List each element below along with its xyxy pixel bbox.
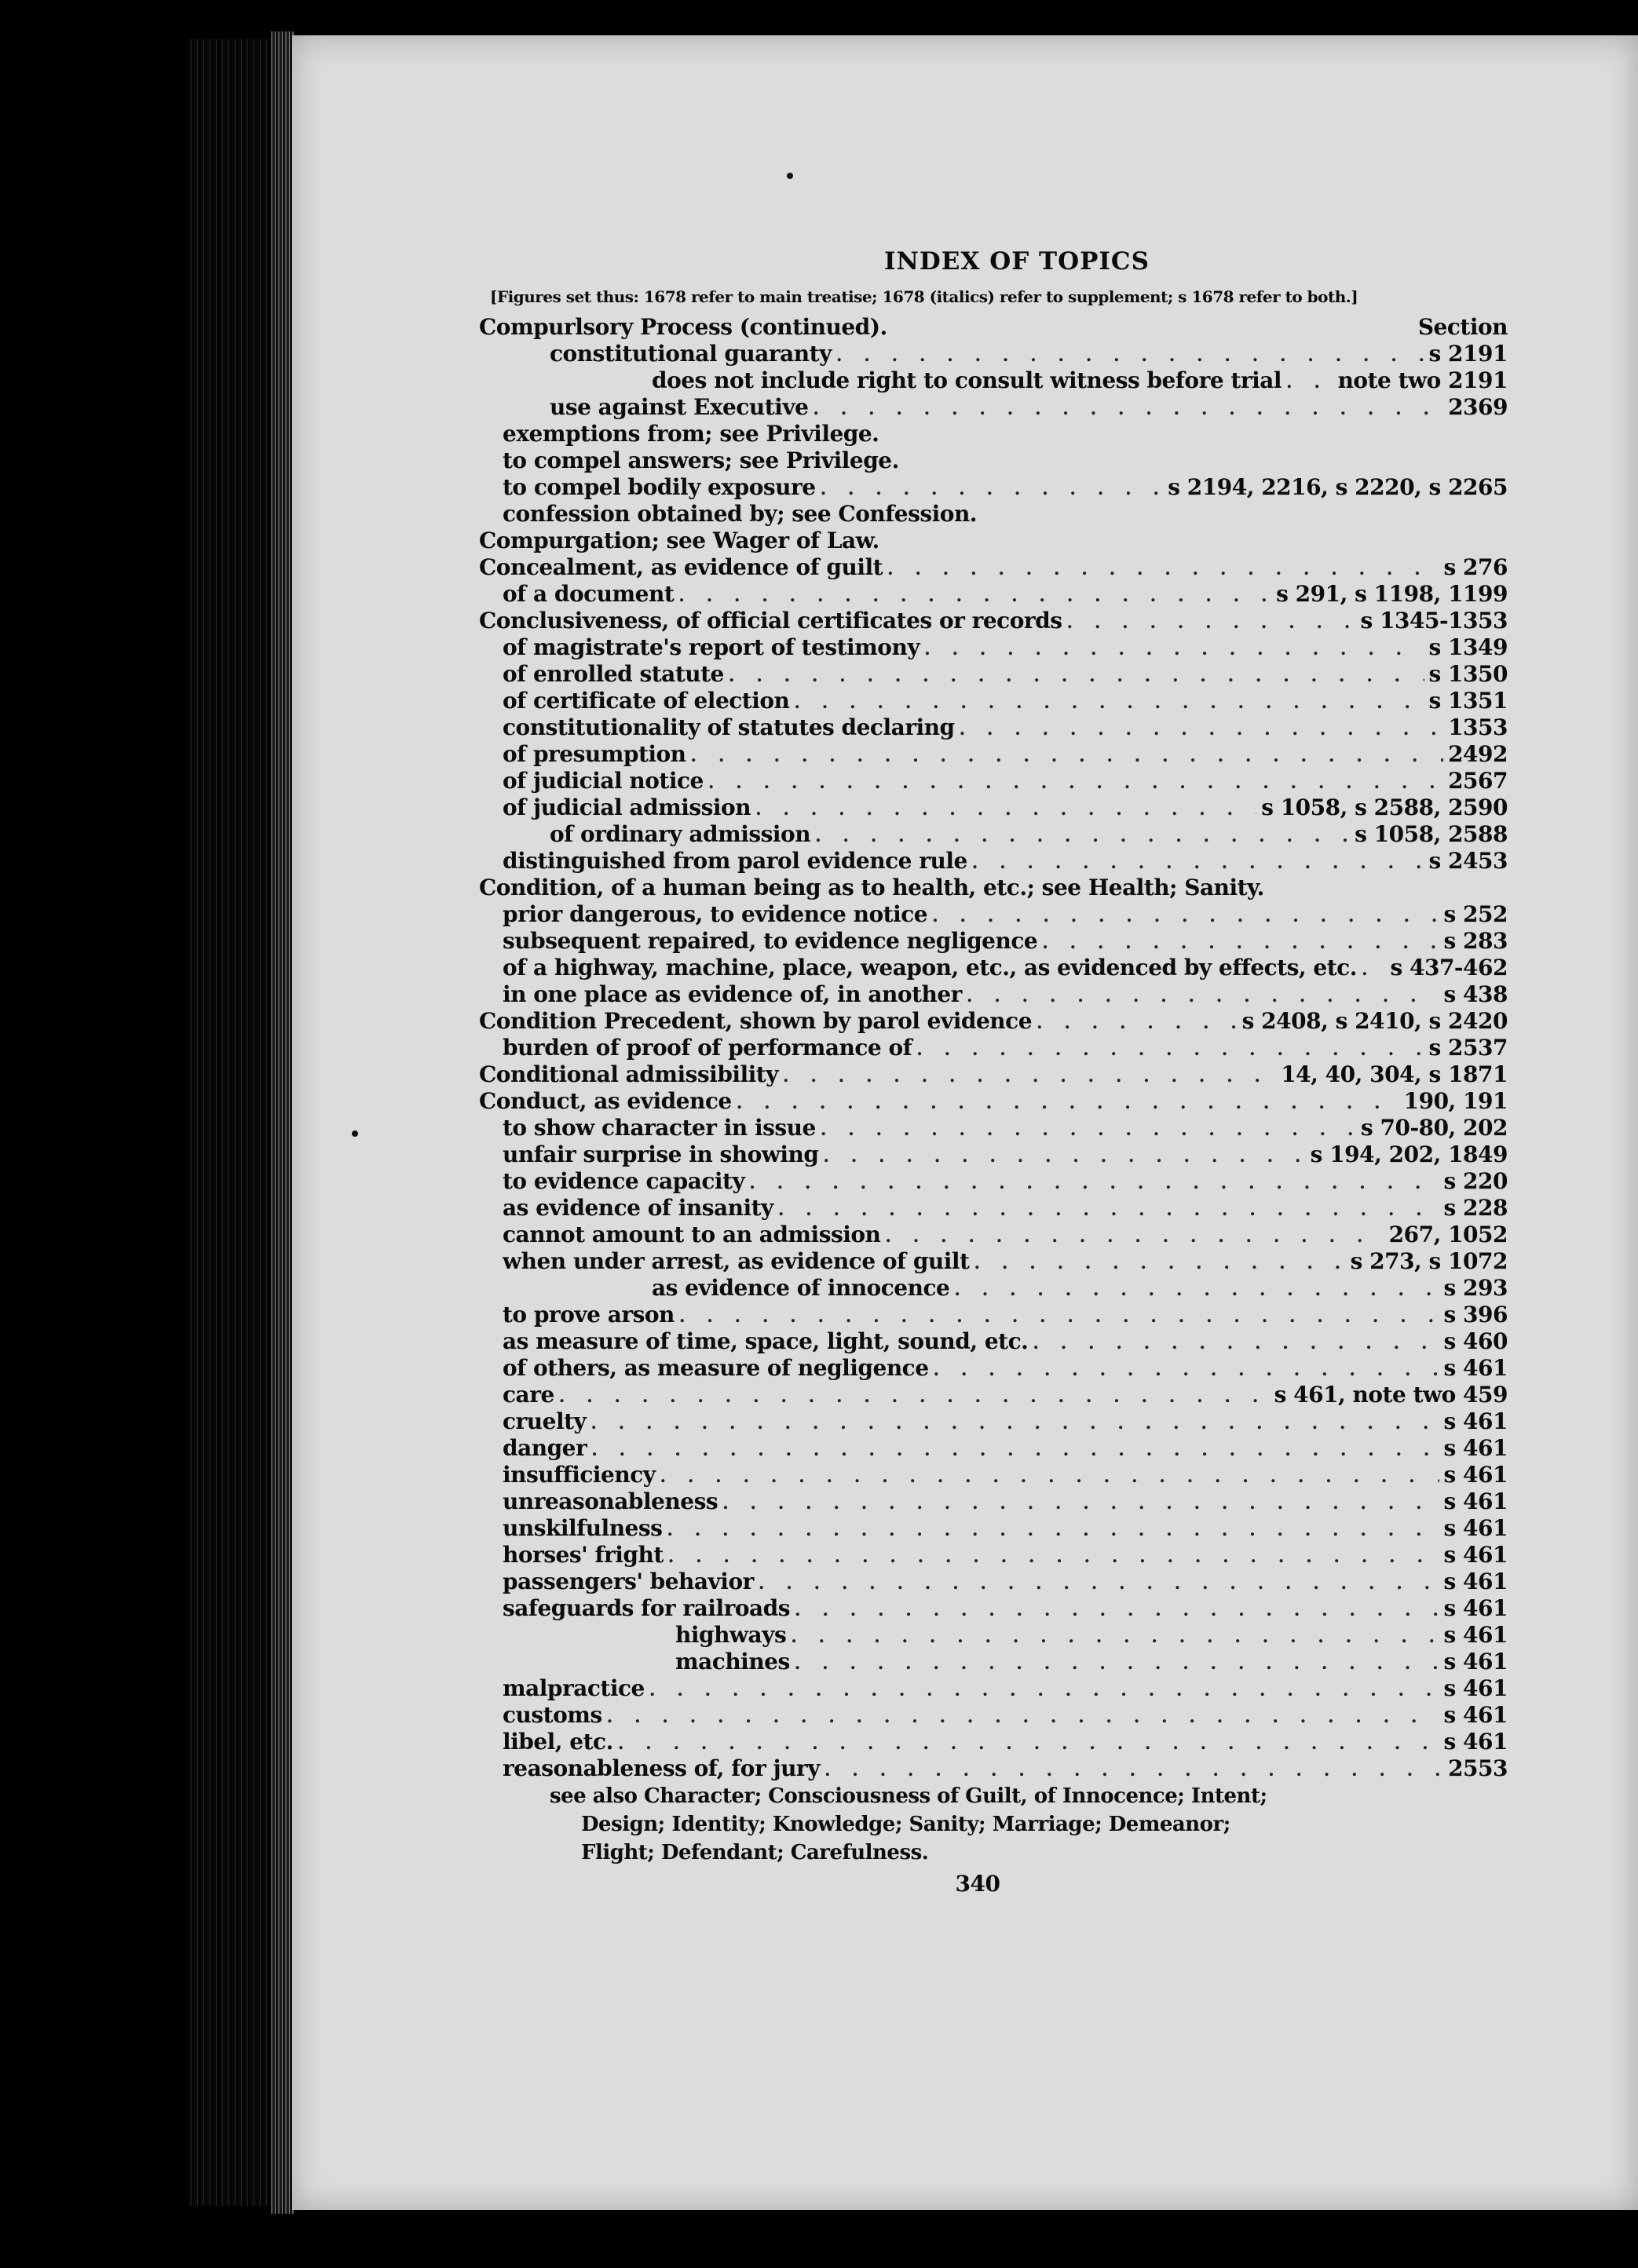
index-subentry — [479, 421, 1508, 447]
entry-section-reference: s 438 — [1443, 981, 1508, 1007]
entry-term: Condition, of a human being as to health, etc.; see Health; Sanity. — [479, 875, 1264, 900]
dot-leader — [678, 583, 1271, 609]
entry-term: highways — [675, 1622, 787, 1648]
dot-leader — [759, 1570, 1439, 1597]
index-subentry — [479, 688, 1508, 714]
index-subentry — [479, 1755, 1508, 1782]
entry-term: machines — [675, 1649, 790, 1675]
entry-section-reference: s 461 — [1443, 1569, 1508, 1594]
dot-leader — [749, 1170, 1439, 1196]
entry-term: Conclusiveness, of official certificates or records — [479, 608, 1062, 634]
index-subentry — [479, 821, 1508, 848]
dot-leader — [836, 342, 1424, 369]
entry-section-reference: 2369 — [1448, 394, 1508, 420]
page-number: 340 — [955, 1871, 1000, 1897]
entry-section-reference: s 461 — [1443, 1435, 1508, 1461]
entry-section-reference: s 1058, s 2588, 2590 — [1261, 794, 1508, 820]
index-subentry — [479, 581, 1508, 608]
dot-leader — [667, 1517, 1439, 1543]
dot-leader — [559, 1383, 1270, 1410]
entry-section-reference: 2492 — [1448, 741, 1508, 767]
entry-term: of presumption — [503, 741, 686, 767]
index-page-content — [479, 243, 1508, 1901]
entry-term: of others, as measure of negligence — [503, 1355, 929, 1381]
index-subentry — [479, 1328, 1508, 1355]
entry-section-reference: s 220 — [1443, 1168, 1508, 1194]
entry-term: as evidence of innocence — [652, 1275, 950, 1301]
entry-section-reference: s 461 — [1443, 1462, 1508, 1488]
dot-leader — [813, 396, 1443, 422]
entry-term: of a document — [503, 581, 675, 607]
entry-section-reference: s 461 — [1443, 1542, 1508, 1568]
index-subentry — [479, 901, 1508, 928]
entry-section-reference: s 70-80, 202 — [1360, 1115, 1508, 1141]
entry-term: when under arrest, as evidence of guilt — [503, 1248, 970, 1274]
dot-leader — [618, 1730, 1439, 1757]
entry-term: of certificate of election — [503, 688, 790, 714]
entry-section-reference: s 461 — [1443, 1515, 1508, 1541]
dot-leader — [1037, 1010, 1238, 1036]
dot-leader — [1042, 929, 1439, 956]
index-subentry — [479, 367, 1508, 394]
index-subentry — [479, 474, 1508, 501]
book-gutter-shadow — [188, 39, 271, 2206]
index-subentry — [479, 981, 1508, 1008]
dot-leader — [974, 1250, 1346, 1276]
page-edge-stack — [271, 31, 294, 2214]
dot-leader — [1033, 1330, 1439, 1357]
index-subentry — [479, 341, 1508, 367]
entry-term: safeguards for railroads — [503, 1595, 790, 1621]
ink-speck — [352, 1130, 358, 1137]
entry-section-reference: s 437-462 — [1390, 955, 1508, 981]
index-subentry — [479, 848, 1508, 875]
entry-term: Concealment, as evidence of guilt — [479, 554, 883, 580]
entry-term: care — [503, 1382, 554, 1408]
dot-leader — [885, 1223, 1384, 1250]
index-entries-list — [479, 314, 1508, 1782]
entry-term: constitutionality of statutes declaring — [503, 714, 955, 740]
dot-leader — [821, 476, 1164, 502]
index-subentry — [479, 394, 1508, 421]
entry-term: as evidence of insanity — [503, 1195, 773, 1221]
index-subentry — [479, 955, 1508, 981]
entry-term: of judicial notice — [503, 768, 704, 794]
entry-section-reference: note two 2191 — [1337, 367, 1508, 393]
entry-section-reference: s 291, s 1198, 1199 — [1276, 581, 1508, 607]
entry-term: prior dangerous, to evidence notice — [503, 901, 928, 927]
entry-section-reference: Section — [1417, 314, 1508, 340]
index-subentry — [479, 1382, 1508, 1408]
index-subentry — [479, 1462, 1508, 1488]
dot-leader — [795, 1650, 1439, 1677]
entry-section-reference: 2567 — [1448, 768, 1508, 794]
index-subentry — [479, 1248, 1508, 1275]
entry-term: Conditional admissibility — [479, 1061, 779, 1087]
index-subentry — [479, 768, 1508, 794]
index-subentry — [479, 501, 1508, 528]
page-title: INDEX OF TOPICS — [884, 247, 1150, 276]
dot-leader — [887, 556, 1439, 583]
entry-term: Conduct, as evidence — [479, 1088, 732, 1114]
index-subentry — [479, 1275, 1508, 1302]
dot-leader — [691, 743, 1444, 769]
dot-leader — [607, 1704, 1439, 1730]
index-subentry — [479, 1115, 1508, 1141]
entry-term: unreasonableness — [503, 1488, 718, 1514]
index-heading-entry — [479, 875, 1508, 901]
entry-term: malpractice — [503, 1675, 645, 1701]
entry-term: confession obtained by; see Confession. — [503, 501, 978, 527]
entry-term: of a highway, machine, place, weapon, etc., as evidenced by effects, etc. — [503, 955, 1357, 981]
dot-leader — [1067, 609, 1356, 636]
dot-leader — [924, 636, 1424, 663]
index-subentry — [479, 1302, 1508, 1328]
entry-term: reasonableness of, for jury — [503, 1755, 820, 1781]
entry-term: exemptions from; see Privilege. — [503, 421, 879, 447]
index-subentry — [479, 928, 1508, 955]
dot-leader — [729, 663, 1424, 689]
entry-term: Condition Precedent, shown by parol evidence — [479, 1008, 1033, 1034]
entry-section-reference: s 1345-1353 — [1360, 608, 1508, 634]
dot-leader — [972, 849, 1424, 876]
dot-leader — [967, 983, 1439, 1010]
entry-section-reference: s 2408, s 2410, s 2420 — [1241, 1008, 1508, 1034]
index-subentry — [479, 634, 1508, 661]
dot-leader — [722, 1490, 1439, 1517]
entry-term: burden of proof of performance of — [503, 1035, 912, 1061]
dot-leader — [824, 1757, 1443, 1784]
entry-section-reference: s 461, note two 459 — [1274, 1382, 1508, 1408]
dot-leader — [668, 1543, 1439, 1570]
index-subentry — [479, 714, 1508, 741]
index-subentry — [479, 661, 1508, 688]
entry-section-reference: s 273, s 1072 — [1350, 1248, 1508, 1274]
index-heading-entry — [479, 314, 1508, 341]
see-also-line: Design; Identity; Knowledge; Sanity; Marriage; Demeanor; — [581, 1813, 1230, 1836]
dot-leader — [755, 796, 1256, 823]
entry-section-reference: s 293 — [1443, 1275, 1508, 1301]
entry-section-reference: s 1058, 2588 — [1355, 821, 1508, 847]
index-subentry — [479, 1141, 1508, 1168]
entry-term: as measure of time, space, light, sound, etc. — [503, 1328, 1029, 1354]
entry-term: customs — [503, 1702, 602, 1728]
entry-section-reference: s 461 — [1443, 1595, 1508, 1621]
entry-section-reference: s 461 — [1443, 1675, 1508, 1701]
entry-section-reference: s 2194, 2216, s 2220, s 2265 — [1168, 474, 1508, 500]
entry-term: of judicial admission — [503, 794, 751, 820]
index-subentry — [479, 1168, 1508, 1195]
dot-leader — [737, 1090, 1399, 1116]
entry-term: to prove arson — [503, 1302, 675, 1328]
entry-section-reference: s 461 — [1443, 1488, 1508, 1514]
dot-leader — [649, 1677, 1439, 1704]
entry-section-reference: 267, 1052 — [1388, 1222, 1508, 1247]
dot-leader — [708, 769, 1443, 796]
index-subentry — [479, 1408, 1508, 1435]
index-subentry — [479, 1622, 1508, 1649]
entry-term: of magistrate's report of testimony — [503, 634, 920, 660]
index-heading-entry — [479, 1008, 1508, 1035]
entry-term: use against Executive — [550, 394, 809, 420]
index-subentry — [479, 1222, 1508, 1248]
dot-leader — [679, 1303, 1439, 1330]
entry-section-reference: s 228 — [1443, 1195, 1508, 1221]
entry-term: subsequent repaired, to evidence negligence — [503, 928, 1038, 954]
entry-section-reference: s 2537 — [1428, 1035, 1508, 1061]
index-subentry — [479, 794, 1508, 821]
dot-leader — [778, 1196, 1439, 1223]
index-subentry — [479, 1542, 1508, 1569]
entry-section-reference: s 283 — [1443, 928, 1508, 954]
entry-section-reference: s 1349 — [1428, 634, 1508, 660]
dot-leader — [916, 1036, 1424, 1063]
entry-section-reference: s 1350 — [1428, 661, 1508, 687]
entry-section-reference: s 2191 — [1428, 341, 1508, 367]
entry-term: insufficiency — [503, 1462, 656, 1488]
index-subentry — [479, 1035, 1508, 1061]
entry-term: unfair surprise in showing — [503, 1141, 819, 1167]
index-subentry — [479, 1569, 1508, 1595]
entry-term: to compel bodily exposure — [503, 474, 816, 500]
dot-leader — [932, 903, 1439, 929]
entry-term: danger — [503, 1435, 587, 1461]
entry-section-reference: s 2453 — [1428, 848, 1508, 874]
entry-section-reference: 1353 — [1448, 714, 1508, 740]
index-heading-entry — [479, 1061, 1508, 1088]
dot-leader — [934, 1357, 1439, 1383]
dot-leader — [823, 1143, 1305, 1170]
entry-section-reference: s 461 — [1443, 1649, 1508, 1675]
index-subentry — [479, 741, 1508, 768]
entry-term: of ordinary admission — [550, 821, 811, 847]
entry-section-reference: 190, 191 — [1403, 1088, 1508, 1114]
entry-term: cruelty — [503, 1408, 587, 1434]
index-heading-entry — [479, 554, 1508, 581]
entry-section-reference: s 1351 — [1428, 688, 1508, 714]
dot-leader — [960, 716, 1443, 743]
dot-leader — [660, 1463, 1439, 1490]
entry-section-reference: s 461 — [1443, 1622, 1508, 1648]
entry-term: of enrolled statute — [503, 661, 724, 687]
entry-section-reference: s 461 — [1443, 1729, 1508, 1755]
entry-term: Compurlsory Process (continued). — [479, 314, 887, 340]
entry-term: horses' fright — [503, 1542, 664, 1568]
entry-term: libel, etc. — [503, 1729, 613, 1755]
dot-leader — [821, 1116, 1356, 1143]
index-heading-entry — [479, 608, 1508, 634]
entry-section-reference: s 461 — [1443, 1355, 1508, 1381]
entry-term: Compurgation; see Wager of Law. — [479, 528, 879, 553]
index-subentry — [479, 1435, 1508, 1462]
dot-leader — [791, 1623, 1439, 1650]
index-subentry — [479, 1675, 1508, 1702]
dot-leader — [794, 689, 1424, 716]
see-also-line: Flight; Defendant; Carefulness. — [581, 1841, 929, 1864]
dot-leader — [954, 1276, 1439, 1303]
index-heading-entry — [479, 528, 1508, 554]
entry-section-reference: s 252 — [1443, 901, 1508, 927]
index-subentry — [479, 1595, 1508, 1622]
entry-section-reference: s 396 — [1443, 1302, 1508, 1328]
index-heading-entry — [479, 1088, 1508, 1115]
entry-term: to compel answers; see Privilege. — [503, 447, 899, 473]
index-subentry — [479, 1195, 1508, 1222]
entry-term: does not include right to consult witness before trial — [652, 367, 1282, 393]
dot-leader — [815, 823, 1350, 849]
entry-term: distinguished from parol evidence rule — [503, 848, 967, 874]
entry-section-reference: s 461 — [1443, 1408, 1508, 1434]
dot-leader — [1286, 369, 1333, 396]
index-subentry — [479, 447, 1508, 474]
entry-section-reference: 2553 — [1448, 1755, 1508, 1781]
index-subentry — [479, 1515, 1508, 1542]
ink-speck — [787, 173, 793, 179]
dot-leader — [795, 1597, 1439, 1623]
entry-section-reference: 14, 40, 304, s 1871 — [1281, 1061, 1508, 1087]
index-subentry — [479, 1729, 1508, 1755]
figures-key-note: [Figures set thus: 1678 refer to main treatise; 1678 (italics) refer to supplement; s 1678 refer to both.] — [490, 287, 1358, 306]
entry-term: unskilfulness — [503, 1515, 663, 1541]
index-subentry — [479, 1649, 1508, 1675]
index-subentry — [479, 1488, 1508, 1515]
see-also-line: see also Character; Consciousness of Guilt, of Innocence; Intent; — [550, 1784, 1267, 1808]
dot-leader — [591, 1437, 1439, 1463]
entry-term: to show character in issue — [503, 1115, 816, 1141]
entry-term: in one place as evidence of, in another — [503, 981, 962, 1007]
entry-section-reference: s 194, 202, 1849 — [1310, 1141, 1508, 1167]
entry-section-reference: s 461 — [1443, 1702, 1508, 1728]
entry-term: constitutional guaranty — [550, 341, 832, 367]
see-also-block — [479, 1782, 1508, 1867]
dot-leader — [590, 1410, 1439, 1437]
index-subentry — [479, 1702, 1508, 1729]
entry-term: cannot amount to an admission — [503, 1222, 881, 1247]
entry-term: passengers' behavior — [503, 1569, 754, 1594]
dot-leader — [1362, 956, 1386, 983]
entry-section-reference: s 276 — [1443, 554, 1508, 580]
dot-leader — [783, 1063, 1276, 1090]
entry-section-reference: s 460 — [1443, 1328, 1508, 1354]
index-subentry — [479, 1355, 1508, 1382]
entry-term: to evidence capacity — [503, 1168, 745, 1194]
